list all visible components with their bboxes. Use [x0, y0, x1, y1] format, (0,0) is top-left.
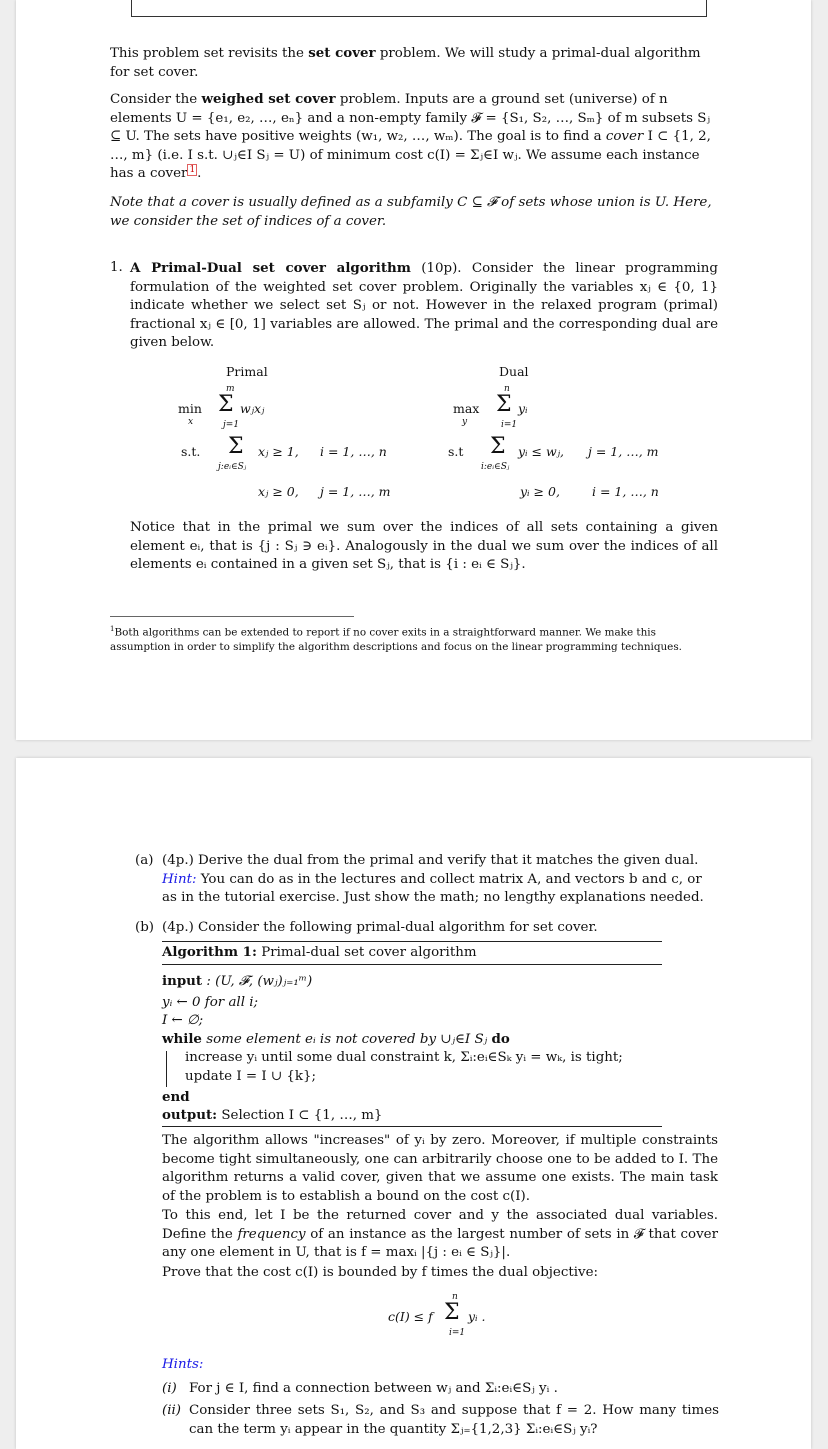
primal-heading: Primal: [226, 364, 268, 379]
eq-sum-bottom: i=1: [449, 1328, 466, 1338]
hint-2-label: (ii): [162, 1403, 182, 1418]
eq-rhs: yᵢ .: [468, 1309, 486, 1324]
algo-bottom-rule: [162, 1126, 662, 1127]
previous-frame-fragment: [131, 0, 707, 17]
footnote-rule: [110, 616, 354, 617]
q1-number: 1.: [110, 260, 123, 275]
page-2: [16, 758, 811, 1449]
qa-hint-label: Hint:: [162, 871, 197, 887]
footnote: $^1$Both algorithms can be extended to report if no cover exits in a straightforward manner. We make this assumption in order to simplify the algorithm descriptions and focus on the linear programming techniques.: [110, 625, 682, 654]
qb-label: (b): [135, 920, 155, 935]
primal-c1-range: i = 1, …, n: [320, 444, 387, 459]
intro-note: Note that a cover is usually defined as a subfamily C ⊆ 𝓕 of sets whose union is U. Here, we consider the set of indices of a cover.: [110, 195, 712, 229]
primal-sum-top: m: [226, 384, 235, 394]
primal-c2: xⱼ ≥ 0,: [258, 484, 299, 499]
qa-label: (a): [135, 853, 154, 868]
eq-sum-top: n: [452, 1292, 458, 1302]
algo-init-y: yᵢ ← 0 for all i;: [162, 995, 259, 1010]
qb-paragraph-3: Prove that the cost c(I) is bounded by f times the dual objective:: [162, 1265, 599, 1280]
dual-max: max: [453, 401, 480, 416]
algo-while: while some element eᵢ is not covered by ∪ⱼ∈I Sⱼ do: [162, 1031, 510, 1047]
hint-1: For j ∈ I, find a connection between wⱼ and Σᵢ:eᵢ∈Sⱼ yᵢ .: [189, 1381, 558, 1396]
dual-sum-top: n: [504, 384, 510, 394]
dual-heading: Dual: [499, 364, 529, 379]
primal-c2-range: j = 1, …, m: [320, 484, 391, 499]
dual-sum-bottom: i=1: [501, 420, 518, 430]
primal-st: s.t.: [181, 444, 201, 459]
hint-1-label: (i): [162, 1381, 177, 1396]
algo-end: end: [162, 1089, 190, 1105]
dual-c1-range: j = 1, …, m: [588, 444, 659, 459]
qb-paragraph-1: The algorithm allows "increases" of yᵢ by zero. Moreover, if multiple constraints become tight simultaneously, one can arbitrarily choose one to be added to I. The algorithm returns a valid cover, given that we assume one exists. The main task of the problem is to establish a bound on the cost c(I).: [162, 1133, 718, 1204]
primal-sum-sign: Σ: [218, 392, 234, 417]
qb-paragraph-2: To this end, let I be the returned cover and y the associated dual variables. Define the frequency of an instance as the largest number of sets in 𝓕 that cover any one element in U, that is f = maxᵢ |{j : eᵢ ∈ Sⱼ}|.: [162, 1208, 719, 1261]
primal-min-var: x: [188, 417, 194, 427]
dual-sum-sign: Σ: [496, 392, 512, 417]
algo-output: output: Selection I ⊂ {1, …, m}: [162, 1107, 383, 1123]
primal-sum-bottom: j=1: [223, 420, 240, 430]
qb-text: (4p.) Consider the following primal-dual algorithm for set cover.: [162, 920, 598, 935]
dual-c2: yᵢ ≥ 0,: [520, 484, 560, 499]
primal-c1-sum-bottom: j:eᵢ∈Sⱼ: [218, 462, 247, 472]
algo-body-1: increase yᵢ until some dual constraint k, Σᵢ:eᵢ∈Sₖ yᵢ = wₖ, is tight;: [185, 1050, 623, 1065]
footnote-link[interactable]: 1: [189, 164, 196, 175]
eq-lhs: c(I) ≤ f: [388, 1309, 433, 1324]
eq-sum-sign: Σ: [444, 1300, 460, 1325]
q1-text: A Primal-Dual set cover algorithm (10p). Consider the linear programming formulation of the weighted set cover problem. Originally the variables xⱼ ∈ {0, 1} indicate whether we select set Sⱼ or not. However in the relaxed program (primal) fractional xⱼ ∈ [0, 1] variables are allowed. The primal and the corresponding dual are given below.: [130, 260, 718, 351]
dual-c1-sum-bottom: i:eᵢ∈Sⱼ: [481, 462, 510, 472]
algo-title: Algorithm 1: Primal-dual set cover algorithm: [162, 944, 477, 960]
primal-c1-sum-sign: Σ: [228, 434, 244, 459]
q1-notice: Notice that in the primal we sum over the indices of all sets containing a given element eᵢ, that is {j : Sⱼ ∋ eᵢ}. Analogously in the dual we sum over the indices of all elements eᵢ contained in a given set Sⱼ, that is {i : eᵢ ∈ Sⱼ}.: [130, 520, 718, 573]
algo-title-rule: [162, 964, 662, 965]
primal-c1: xⱼ ≥ 1,: [258, 444, 299, 459]
dual-c1: yᵢ ≤ wⱼ,: [518, 444, 564, 459]
algo-input: input : (U, 𝓕, (wⱼ)ⱼ₌₁ᵐ): [162, 973, 313, 989]
algo-init-i: I ← ∅;: [162, 1013, 204, 1028]
intro-paragraph-2: Consider the weighed set cover problem. Inputs are a ground set (universe) of n elements U = {e₁, e₂, …, eₙ} and a non-empty family 𝓕 = {S₁, S₂, …, Sₘ} of m subsets Sⱼ ⊆ U. The sets have positive weights (w₁, w₂, …, wₘ). The goal is to find a cover I ⊂ {1, 2, …, m} (i.e. I s.t. ∪ⱼ∈I Sⱼ = U) of minimum cost c(I) = Σⱼ∈I wⱼ. We assume each instance has a cover $^1$ .: [110, 91, 711, 182]
intro-paragraph-1: This problem set revisits the set cover problem. We will study a primal-dual algorithm for set cover.: [110, 45, 701, 80]
dual-objective: yᵢ: [518, 401, 528, 416]
page-1: [16, 0, 811, 740]
algo-body-2: update I = I ∪ {k};: [185, 1069, 317, 1084]
algo-loop-bar: [166, 1051, 167, 1087]
qa-text: (4p.) Derive the dual from the primal and verify that it matches the given dual. Hint: You can do as in the lectures and collect matrix A, and vectors b and c, or as in the tutorial exercise. Just show the math; no lengthy explanations needed.: [162, 853, 704, 906]
dual-st: s.t: [448, 444, 464, 459]
dual-max-var: y: [462, 417, 468, 427]
dual-c1-sum-sign: Σ: [490, 434, 506, 459]
primal-objective: wⱼxⱼ: [240, 401, 265, 416]
hint-2: Consider three sets S₁, S₂, and S₃ and suppose that f = 2. How many times can the term yᵢ appear in the quantity Σⱼ₌{1,2,3} Σᵢ:eᵢ∈Sⱼ yᵢ?: [189, 1403, 719, 1437]
algo-top-rule: [162, 941, 662, 942]
primal-min: min: [178, 401, 202, 416]
dual-c2-range: i = 1, …, n: [592, 484, 659, 499]
hints-label: Hints:: [162, 1357, 204, 1372]
